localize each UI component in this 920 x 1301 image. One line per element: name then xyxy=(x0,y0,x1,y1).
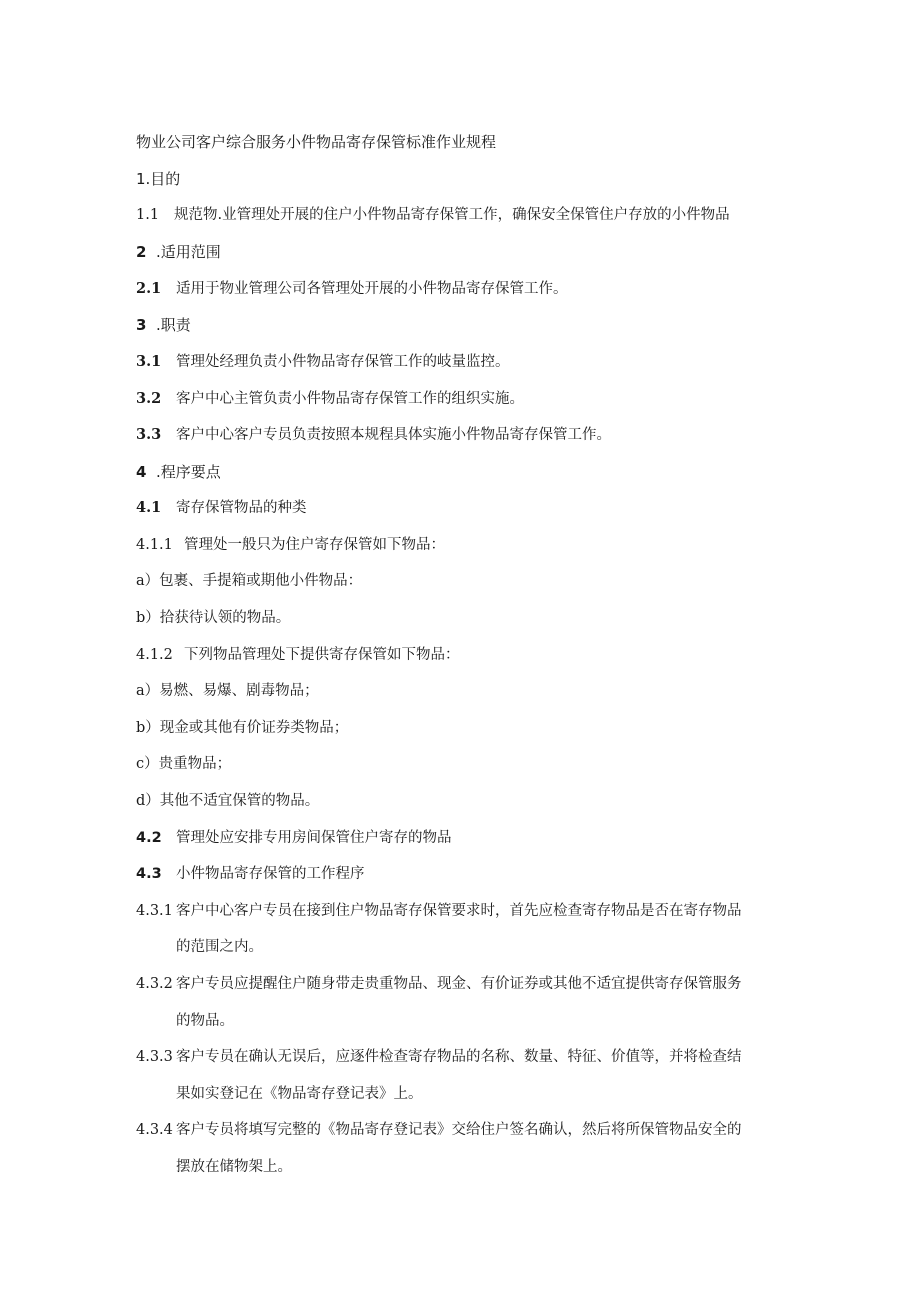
item-text: 管理处应安排专用房间保管住户寄存的物品 xyxy=(176,830,452,846)
item-4-1 xyxy=(136,498,307,518)
item-4-1-2 xyxy=(136,645,460,665)
item-4-3-4 xyxy=(136,1120,742,1140)
item-number: 4.3.2 xyxy=(136,976,173,992)
item-4-3-1-continued: 的范围之内。 xyxy=(176,939,263,955)
section-heading-text: .程序要点 xyxy=(156,463,221,481)
section-1-heading: 1.目的 xyxy=(136,170,181,188)
item-number: 3.1 xyxy=(136,353,162,370)
list-item-4-1-2-a: a）易燃、易爆、剧毒物品； xyxy=(136,683,319,699)
item-number: 2.1 xyxy=(136,280,162,297)
section-4-heading xyxy=(136,462,221,482)
item-number: 3.3 xyxy=(136,426,162,443)
list-item-4-1-2-c: c）贵重物品； xyxy=(136,756,232,772)
item-4-3-2 xyxy=(136,974,742,994)
section-heading-text: .职责 xyxy=(156,316,191,334)
item-text: 客户中心客户专员负责按照本规程具体实施小件物品寄存保管工作。 xyxy=(176,427,611,443)
section-3-heading xyxy=(136,315,191,335)
document-title: 物业公司客户综合服务小件物品寄存保管标准作业规程 xyxy=(136,133,497,151)
item-text: 规范物.业管理处开展的住户小件物品寄存保管工作，确保安全保管住户存放的小件物品 xyxy=(174,207,730,223)
item-4-3 xyxy=(136,864,365,884)
item-text-line-1: 客户专员应提醒住户随身带走贵重物品、现金、有价证券或其他不适宜提供寄存保管服务 xyxy=(176,976,742,992)
item-text-line-1: 客户专员将填写完整的《物品寄存登记表》交给住户签名确认，然后将所保管物品安全的 xyxy=(176,1122,742,1138)
item-number: 4.3 xyxy=(136,866,162,882)
section-number: 4 xyxy=(136,463,147,481)
item-2-1 xyxy=(136,279,568,299)
item-text: 寄存保管物品的种类 xyxy=(176,500,307,516)
section-number: 3 xyxy=(136,316,147,334)
item-text: 适用于物业管理公司各管理处开展的小件物品寄存保管工作。 xyxy=(176,281,568,297)
list-item-4-1-1-b: b）拾获待认领的物品。 xyxy=(136,610,291,626)
item-text: 下列物品管理处下提供寄存保管如下物品： xyxy=(184,647,460,663)
list-item-4-1-2-b: b）现金或其他有价证券类物品； xyxy=(136,720,349,736)
item-1-1 xyxy=(136,205,730,225)
item-number: 4.3.3 xyxy=(136,1049,173,1065)
item-4-3-3-continued: 果如实登记在《物品寄存登记表》上。 xyxy=(176,1086,423,1102)
item-4-3-1 xyxy=(136,901,742,921)
item-3-1 xyxy=(136,352,510,372)
item-4-3-3 xyxy=(136,1047,742,1067)
item-number: 4.1 xyxy=(136,499,162,516)
item-text: 小件物品寄存保管的工作程序 xyxy=(176,866,365,882)
item-text-line-1: 客户中心客户专员在接到住户物品寄存保管要求时，首先应检查寄存物品是否在寄存物品 xyxy=(176,903,742,919)
item-number: 4.1.2 xyxy=(136,647,173,663)
item-number: 3.2 xyxy=(136,390,162,407)
item-4-2 xyxy=(136,828,452,848)
list-item-4-1-2-d: d）其他不适宜保管的物品。 xyxy=(136,793,320,809)
section-heading-text: .适用范围 xyxy=(156,243,221,261)
section-number: 2 xyxy=(136,243,147,261)
item-number: 4.1.1 xyxy=(136,537,173,553)
item-number: 4.3.1 xyxy=(136,903,173,919)
section-2-heading xyxy=(136,242,221,262)
item-4-3-4-continued: 摆放在储物架上。 xyxy=(176,1159,292,1175)
item-text: 管理处一般只为住户寄存保管如下物品： xyxy=(184,537,445,553)
item-3-2 xyxy=(136,389,524,409)
item-number: 4.2 xyxy=(136,830,162,846)
item-number: 4.3.4 xyxy=(136,1122,173,1138)
item-text: 管理处经理负责小件物品寄存保管工作的岐量监控。 xyxy=(176,354,510,370)
item-3-3 xyxy=(136,425,611,445)
item-4-3-2-continued: 的物品。 xyxy=(176,1013,234,1029)
item-text-line-1: 客户专员在确认无误后，应逐件检查寄存物品的名称、数量、特征、价值等，并将检查结 xyxy=(176,1049,742,1065)
item-4-1-1 xyxy=(136,535,445,555)
list-item-4-1-1-a: a）包裹、手提箱或期他小件物品： xyxy=(136,573,363,589)
item-text: 客户中心主管负责小件物品寄存保管工作的组织实施。 xyxy=(176,391,524,407)
item-number: 1.1 xyxy=(136,207,160,223)
